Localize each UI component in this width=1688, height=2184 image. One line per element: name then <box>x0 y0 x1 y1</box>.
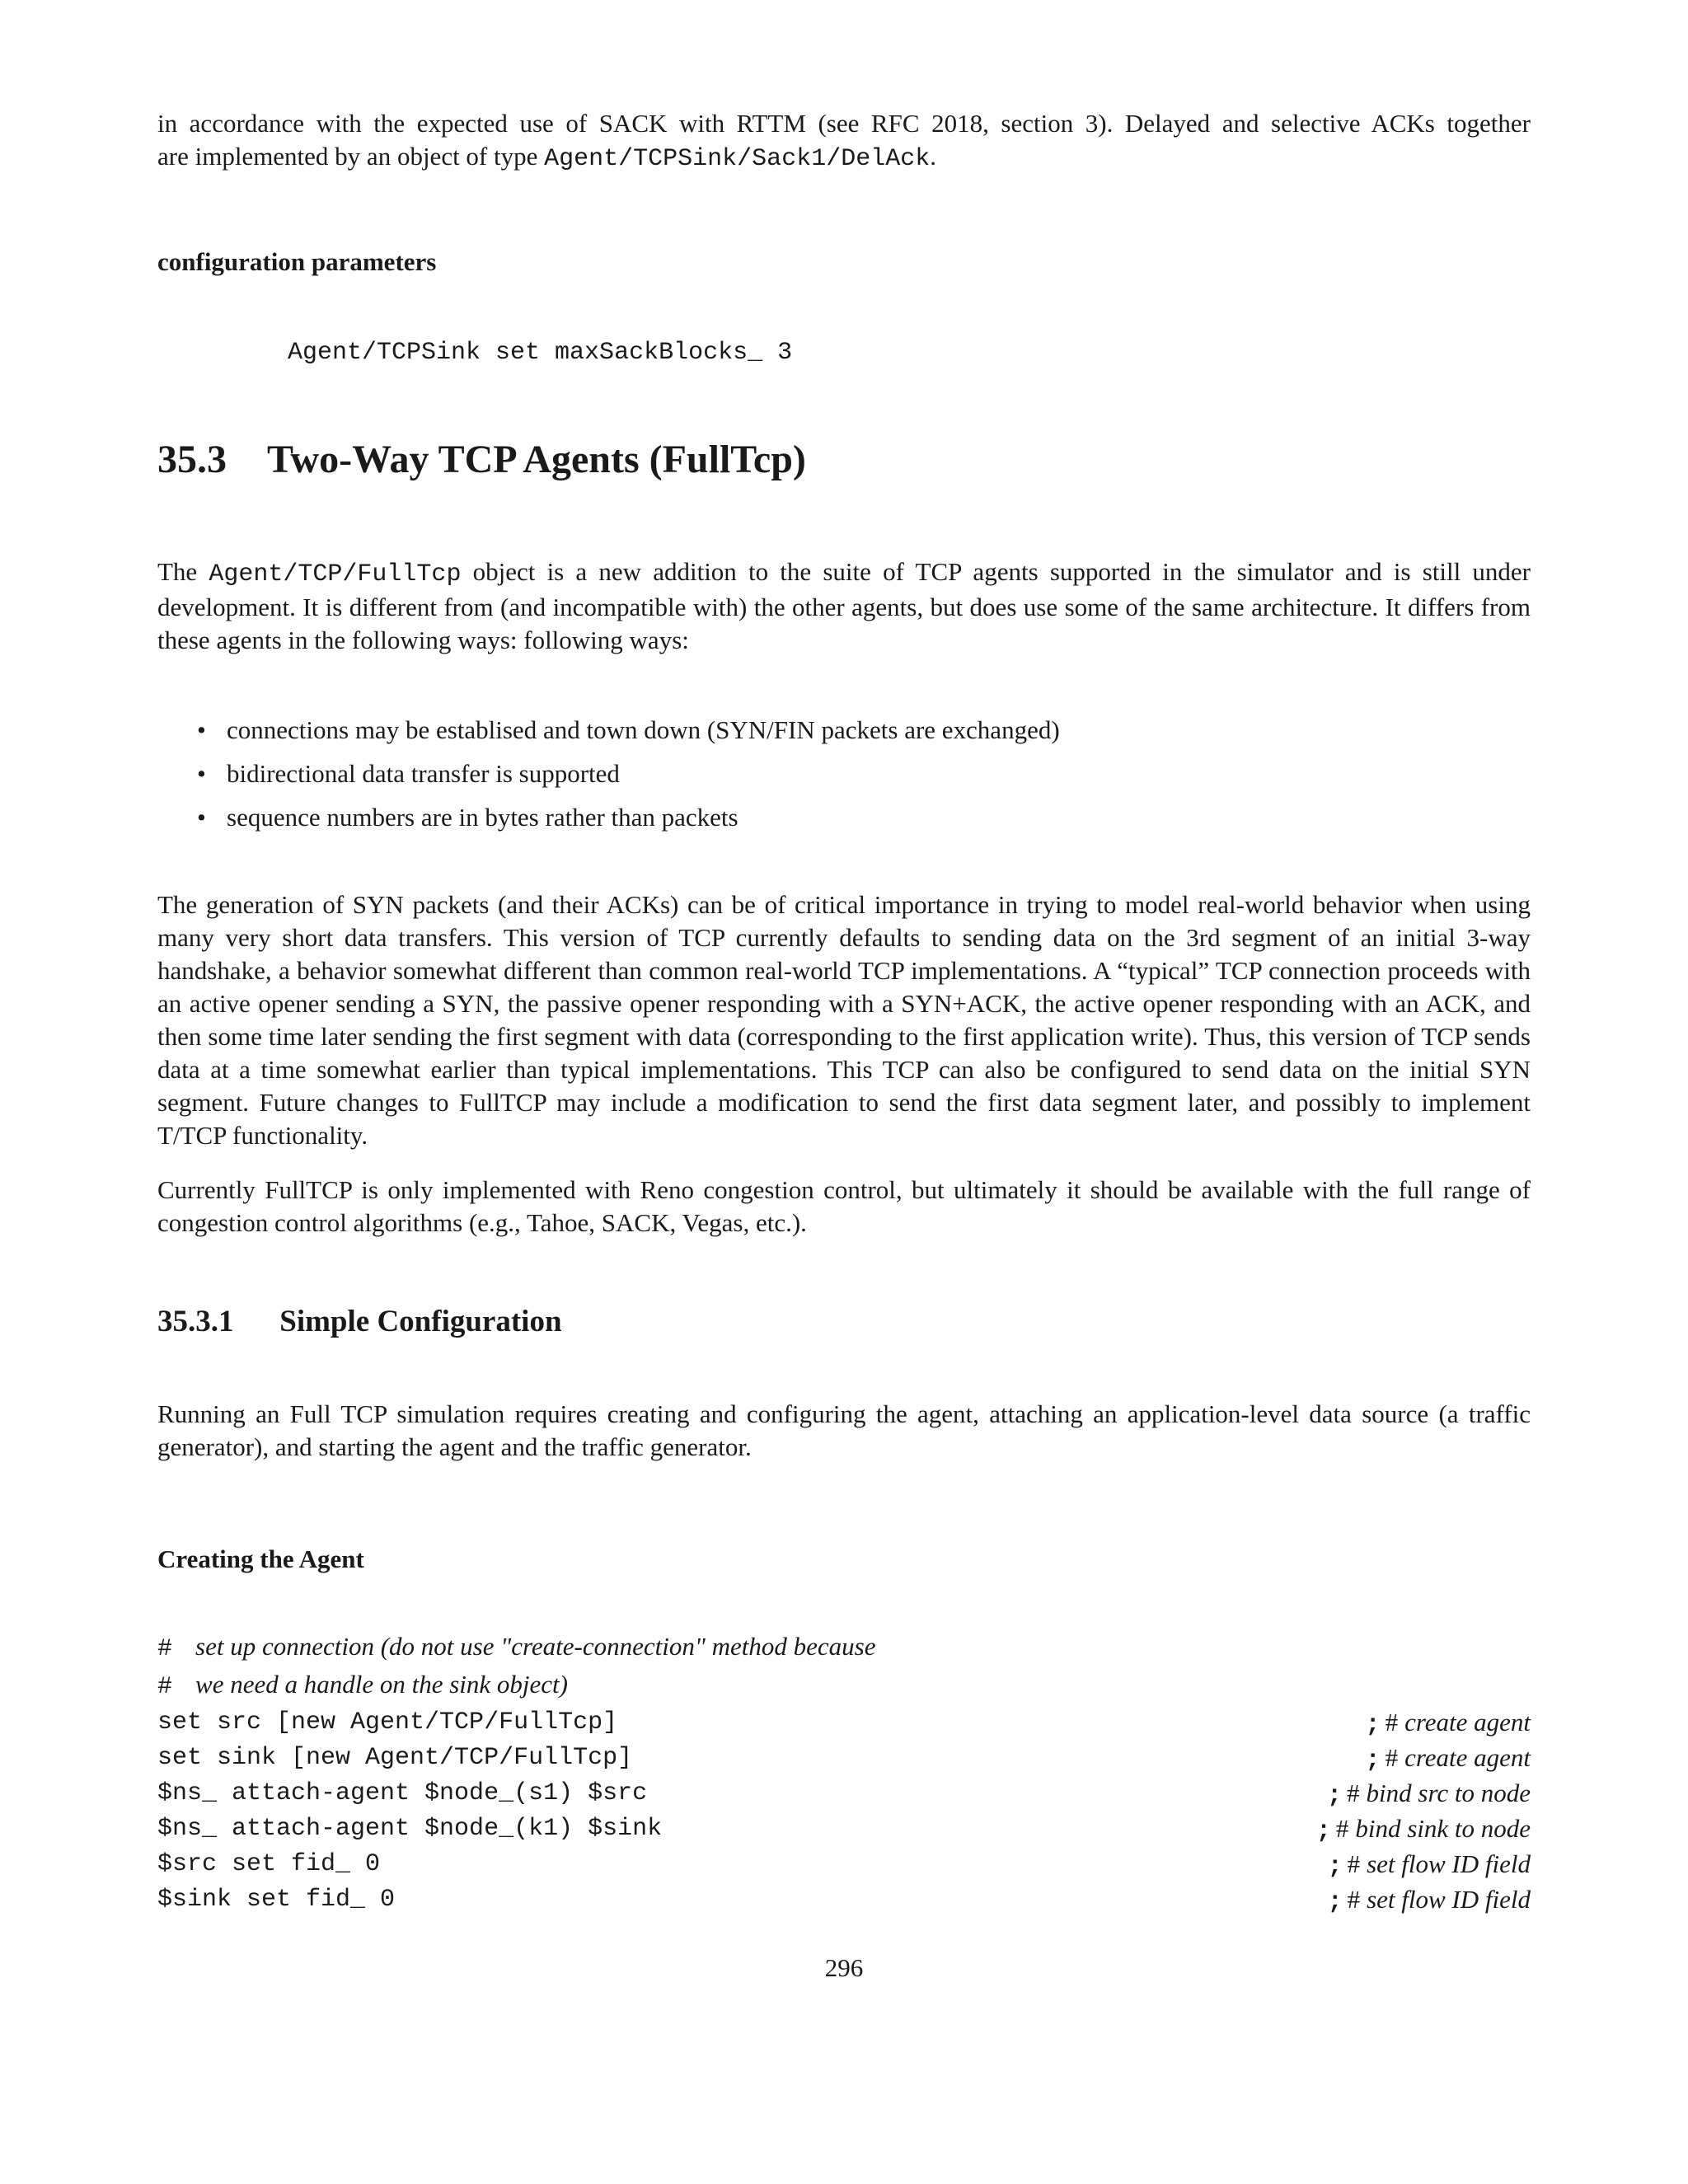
semicolon: ; <box>1315 1817 1331 1845</box>
semicolon: ; <box>1365 1746 1381 1774</box>
section-number: 35.3 <box>157 438 227 481</box>
code-comment-line <box>157 1668 1531 1706</box>
code-line <box>157 1706 1531 1741</box>
subsection-paragraph: Running an Full TCP simulation requires creating and configuring the agent, attaching an application-level data source (a traffic generator), and starting the agent and the traffic generator. <box>157 1399 1531 1461</box>
code-comment-line <box>157 1630 1531 1668</box>
subsection-number: 35.3.1 <box>157 1305 234 1338</box>
bullet-icon: • <box>197 715 206 744</box>
hash-symbol: # <box>1385 1743 1399 1772</box>
section-title-text: Two-Way TCP Agents (FullTcp) <box>267 438 806 481</box>
config-code: Agent/TCPSink set maxSackBlocks_ 3 <box>288 339 793 367</box>
hash-symbol: # <box>1385 1708 1399 1736</box>
subsection-title-text: Simple Configuration <box>279 1305 562 1338</box>
code-text: $ns_ attach-agent $node_(s1) $src <box>157 1779 648 1807</box>
intro-line-1: in accordance with the expected use of SACK with RTTM (see RFC 2018, section 3). Delayed and selective ACKs together <box>157 109 1531 138</box>
intro-line-2 <box>157 140 1531 176</box>
code-comment: create agent <box>1404 1708 1531 1736</box>
code-comment: bind sink to node <box>1355 1814 1531 1843</box>
config-heading: configuration parameters <box>157 247 437 276</box>
hash-symbol: # <box>157 1673 173 1701</box>
intro-line-2-prefix: are implemented by an object of type <box>157 142 545 171</box>
section-intro-paragraph <box>157 555 1531 657</box>
code-line <box>157 1848 1531 1883</box>
syn-paragraph: The generation of SYN packets (and their ACKs) can be of critical importance in trying to model real-world behavior when using many very short data transfers. This version of TCP currently defaults to sending data on the 3rd segment of an initial 3-way handshake, a behavior somewhat different than common real-world TCP implementations. A “typical” TCP connection proceeds with an active opener sending a SYN, the passive opener responding with a SYN+ACK, the active opener responding with an ACK, and then some time later sending the first segment with data (corresponding to the first application write). Thus, this version of TCP sends data at a time somewhat earlier than typical implementations. This TCP can also be configured to send data on the initial SYN segment. Future changes to FullTCP may include a modification to send the first data segment later, and possibly to implement T/TCP functionality. <box>157 890 1531 1150</box>
code-comment: create agent <box>1404 1743 1531 1772</box>
hash-symbol: # <box>1335 1814 1349 1843</box>
list-item <box>157 757 1531 790</box>
list-item <box>157 714 1531 747</box>
code-text: $src set fid_ 0 <box>157 1850 381 1878</box>
semicolon: ; <box>1327 1888 1343 1916</box>
code-block <box>157 1630 1531 1919</box>
comment-text: we need a handle on the sink object) <box>195 1670 568 1699</box>
semicolon: ; <box>1327 1782 1343 1810</box>
code-text: $sink set fid_ 0 <box>157 1886 396 1914</box>
code-line <box>157 1741 1531 1777</box>
list-item-text: sequence numbers are in bytes rather than packets <box>227 803 738 832</box>
intro-line-2-suffix: . <box>930 142 936 171</box>
code-comment: set flow ID field <box>1367 1885 1531 1914</box>
fulltcp-class-code: Agent/TCP/FullTcp <box>209 560 462 588</box>
code-line <box>157 1777 1531 1812</box>
semicolon: ; <box>1327 1853 1343 1881</box>
list-item-text: bidirectional data transfer is supported <box>227 759 620 788</box>
code-line <box>157 1812 1531 1848</box>
features-list <box>157 714 1531 845</box>
page-number: 296 <box>824 1953 864 1982</box>
section-intro-suffix: object is a new addition to the suite of TCP agents supported in the simulator and is still under development. It is different from (and incompatible with) the other agents, but does use some of the same architecture. It differs from these agents in the following ways: following ways: <box>157 557 1531 654</box>
intro-paragraph <box>157 107 1531 176</box>
code-comment: set flow ID field <box>1367 1849 1531 1878</box>
section-title <box>157 435 806 485</box>
code-text: $ns_ attach-agent $node_(k1) $sink <box>157 1815 663 1843</box>
hash-symbol: # <box>157 1635 173 1663</box>
hash-symbol: # <box>1347 1885 1361 1914</box>
bullet-icon: • <box>197 759 206 788</box>
creating-agent-heading: Creating the Agent <box>157 1544 364 1573</box>
comment-text: set up connection (do not use "create-connection" method because <box>195 1632 876 1661</box>
semicolon: ; <box>1365 1711 1381 1739</box>
code-text: set sink [new Agent/TCP/FullTcp] <box>157 1744 633 1772</box>
hash-symbol: # <box>1347 1779 1360 1807</box>
subsection-title <box>157 1302 562 1342</box>
reno-paragraph: Currently FullTCP is only implemented with Reno congestion control, but ultimately it should be available with the full range of congestion control algorithms (e.g., Tahoe, SACK, Vegas, etc.). <box>157 1175 1531 1237</box>
code-comment: bind src to node <box>1366 1779 1531 1807</box>
list-item-text: connections may be establised and town down (SYN/FIN packets are exchanged) <box>227 715 1060 744</box>
delack-class-code: Agent/TCPSink/Sack1/DelAck <box>544 145 931 173</box>
section-intro-prefix: The <box>157 557 209 586</box>
code-line <box>157 1883 1531 1919</box>
code-text: set src [new Agent/TCP/FullTcp] <box>157 1708 618 1736</box>
hash-symbol: # <box>1347 1849 1361 1878</box>
list-item <box>157 801 1531 834</box>
bullet-icon: • <box>197 803 206 832</box>
